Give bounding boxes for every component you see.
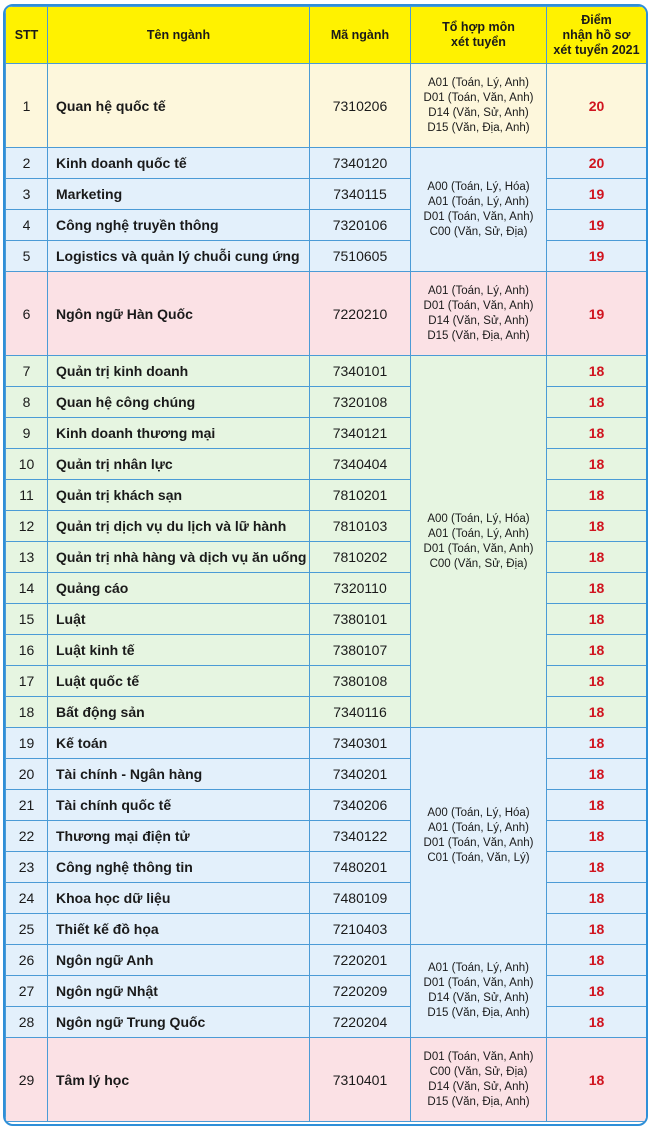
combination-line: A01 (Toán, Lý, Anh) xyxy=(427,195,529,208)
cell-major-code: 7220210 xyxy=(310,272,411,356)
cell-major-code: 7340206 xyxy=(310,790,411,821)
table-row xyxy=(6,759,647,790)
cell-major-name: Luật quốc tế xyxy=(48,666,310,697)
cell-stt: 4 xyxy=(6,210,48,241)
cell-subject-combination xyxy=(411,272,547,356)
cell-score: 18 xyxy=(547,697,647,728)
cell-major-code: 7810202 xyxy=(310,542,411,573)
header-score-line: xét tuyển 2021 xyxy=(553,42,640,57)
cell-major-name: Quảng cáo xyxy=(48,573,310,604)
cell-major-name: Công nghệ thông tin xyxy=(48,852,310,883)
cell-score: 18 xyxy=(547,914,647,945)
cell-major-code: 7340121 xyxy=(310,418,411,449)
header-name: Tên ngành xyxy=(48,7,310,64)
admission-table-frame xyxy=(3,4,648,1126)
header-score-line: nhận hồ sơ xyxy=(562,27,631,42)
combination-line: D15 (Văn, Địa, Anh) xyxy=(427,1007,530,1019)
cell-stt: 24 xyxy=(6,883,48,914)
cell-major-name: Thiết kế đồ họa xyxy=(48,914,310,945)
cell-score: 18 xyxy=(547,542,647,573)
cell-major-code: 7220201 xyxy=(310,945,411,976)
cell-stt: 19 xyxy=(6,728,48,759)
cell-subject-combination xyxy=(411,945,547,1038)
cell-score: 19 xyxy=(547,179,647,210)
cell-subject-combination xyxy=(411,356,547,728)
combination-line: A01 (Toán, Lý, Anh) xyxy=(427,284,529,297)
admission-table xyxy=(5,6,647,1122)
cell-score: 18 xyxy=(547,728,647,759)
combination-line: D14 (Văn, Sử, Anh) xyxy=(428,1080,529,1093)
cell-major-code: 7340101 xyxy=(310,356,411,387)
cell-stt: 17 xyxy=(6,666,48,697)
combination-line: A01 (Toán, Lý, Anh) xyxy=(427,527,529,540)
cell-major-code: 7320106 xyxy=(310,210,411,241)
combination-line: C00 (Văn, Sử, Địa) xyxy=(429,1065,528,1078)
cell-stt: 26 xyxy=(6,945,48,976)
table-row xyxy=(6,976,647,1007)
combination-line: D14 (Văn, Sử, Anh) xyxy=(428,314,529,327)
cell-major-code: 7220209 xyxy=(310,976,411,1007)
cell-score: 18 xyxy=(547,573,647,604)
cell-subject-combination xyxy=(411,1038,547,1122)
cell-score: 18 xyxy=(547,356,647,387)
cell-major-name: Quản trị khách sạn xyxy=(48,480,310,511)
combination-line: D01 (Toán, Văn, Anh) xyxy=(423,1050,534,1063)
cell-stt: 29 xyxy=(6,1038,48,1122)
combination-line: C00 (Văn, Sử, Địa) xyxy=(429,225,528,238)
cell-score: 18 xyxy=(547,666,647,697)
header-combo-line: Tổ hợp môn xyxy=(442,20,515,34)
table-row xyxy=(6,883,647,914)
header-score-line: Điểm xyxy=(581,12,612,27)
table-row xyxy=(6,790,647,821)
cell-major-name: Quản trị nhân lực xyxy=(48,449,310,480)
cell-score: 18 xyxy=(547,418,647,449)
table-row xyxy=(6,697,647,728)
cell-stt: 11 xyxy=(6,480,48,511)
cell-stt: 2 xyxy=(6,148,48,179)
cell-score: 19 xyxy=(547,210,647,241)
cell-major-code: 7320108 xyxy=(310,387,411,418)
header-row xyxy=(6,7,647,64)
cell-score: 20 xyxy=(547,64,647,148)
combination-line: D01 (Toán, Văn, Anh) xyxy=(423,837,534,849)
cell-score: 18 xyxy=(547,790,647,821)
table-row xyxy=(6,64,647,148)
table-row xyxy=(6,210,647,241)
cell-score: 19 xyxy=(547,272,647,356)
cell-major-name: Công nghệ truyền thông xyxy=(48,210,310,241)
cell-major-code: 7340122 xyxy=(310,821,411,852)
header-combo xyxy=(411,7,547,64)
table-row xyxy=(6,852,647,883)
cell-major-name: Kế toán xyxy=(48,728,310,759)
cell-stt: 12 xyxy=(6,511,48,542)
cell-stt: 25 xyxy=(6,914,48,945)
cell-subject-combination xyxy=(411,148,547,272)
header-code: Mã ngành xyxy=(310,7,411,64)
cell-score: 18 xyxy=(547,449,647,480)
cell-major-code: 7380108 xyxy=(310,666,411,697)
cell-major-name: Bất động sản xyxy=(48,697,310,728)
cell-score: 18 xyxy=(547,945,647,976)
table-row xyxy=(6,573,647,604)
combination-line: C00 (Văn, Sử, Địa) xyxy=(429,557,528,570)
cell-major-code: 7810103 xyxy=(310,511,411,542)
header-stt: STT xyxy=(6,7,48,64)
cell-major-code: 7320110 xyxy=(310,573,411,604)
cell-major-code: 7480201 xyxy=(310,852,411,883)
cell-stt: 1 xyxy=(6,64,48,148)
cell-major-name: Quản trị nhà hàng và dịch vụ ăn uống xyxy=(48,542,310,573)
cell-score: 18 xyxy=(547,821,647,852)
cell-major-code: 7340404 xyxy=(310,449,411,480)
cell-stt: 22 xyxy=(6,821,48,852)
combination-line: D01 (Toán, Văn, Anh) xyxy=(423,977,534,989)
table-row xyxy=(6,821,647,852)
cell-subject-combination xyxy=(411,64,547,148)
table-row xyxy=(6,1038,647,1122)
cell-score: 18 xyxy=(547,883,647,914)
table-row xyxy=(6,148,647,179)
combination-line: A00 (Toán, Lý, Hóa) xyxy=(427,512,530,525)
cell-major-name: Ngôn ngữ Nhật xyxy=(48,976,310,1007)
cell-major-name: Kinh doanh thương mại xyxy=(48,418,310,449)
cell-stt: 21 xyxy=(6,790,48,821)
cell-major-code: 7310401 xyxy=(310,1038,411,1122)
cell-score: 18 xyxy=(547,852,647,883)
table-row xyxy=(6,604,647,635)
cell-stt: 27 xyxy=(6,976,48,1007)
combination-line: D01 (Toán, Văn, Anh) xyxy=(423,299,534,312)
cell-major-name: Luật xyxy=(48,604,310,635)
cell-stt: 18 xyxy=(6,697,48,728)
cell-major-name: Ngôn ngữ Trung Quốc xyxy=(48,1007,310,1038)
table-row xyxy=(6,542,647,573)
cell-major-name: Kinh doanh quốc tế xyxy=(48,148,310,179)
combination-line: D01 (Toán, Văn, Anh) xyxy=(423,91,534,104)
combination-line: A00 (Toán, Lý, Hóa) xyxy=(427,807,530,819)
cell-subject-combination xyxy=(411,728,547,945)
table-row xyxy=(6,480,647,511)
cell-score: 19 xyxy=(547,241,647,272)
cell-score: 18 xyxy=(547,635,647,666)
cell-major-code: 7810201 xyxy=(310,480,411,511)
cell-major-name: Tâm lý học xyxy=(48,1038,310,1122)
combination-line: A01 (Toán, Lý, Anh) xyxy=(427,822,529,834)
cell-major-name: Quan hệ công chúng xyxy=(48,387,310,418)
cell-major-name: Ngôn ngữ Hàn Quốc xyxy=(48,272,310,356)
cell-score: 18 xyxy=(547,387,647,418)
cell-stt: 15 xyxy=(6,604,48,635)
table-row xyxy=(6,356,647,387)
header-combo-line: xét tuyển xyxy=(451,35,506,49)
cell-major-code: 7220204 xyxy=(310,1007,411,1038)
cell-major-name: Thương mại điện tử xyxy=(48,821,310,852)
cell-major-name: Logistics và quản lý chuỗi cung ứng xyxy=(48,241,310,272)
cell-stt: 14 xyxy=(6,573,48,604)
cell-stt: 16 xyxy=(6,635,48,666)
table-row xyxy=(6,945,647,976)
table-row xyxy=(6,179,647,210)
cell-score: 18 xyxy=(547,511,647,542)
cell-major-name: Khoa học dữ liệu xyxy=(48,883,310,914)
cell-score: 18 xyxy=(547,604,647,635)
table-row xyxy=(6,511,647,542)
cell-major-name: Tài chính - Ngân hàng xyxy=(48,759,310,790)
cell-major-code: 7340301 xyxy=(310,728,411,759)
header-score xyxy=(547,7,647,64)
table-row xyxy=(6,272,647,356)
cell-major-name: Ngôn ngữ Anh xyxy=(48,945,310,976)
cell-major-code: 7310206 xyxy=(310,64,411,148)
cell-major-name: Quan hệ quốc tế xyxy=(48,64,310,148)
cell-stt: 6 xyxy=(6,272,48,356)
table-row xyxy=(6,449,647,480)
cell-major-code: 7380101 xyxy=(310,604,411,635)
table-row xyxy=(6,728,647,759)
cell-score: 18 xyxy=(547,1007,647,1038)
combination-line: D01 (Toán, Văn, Anh) xyxy=(423,542,534,555)
cell-stt: 23 xyxy=(6,852,48,883)
cell-major-code: 7510605 xyxy=(310,241,411,272)
combination-line: D15 (Văn, Địa, Anh) xyxy=(427,329,530,342)
table-row xyxy=(6,241,647,272)
cell-stt: 10 xyxy=(6,449,48,480)
combination-line: D14 (Văn, Sử, Anh) xyxy=(428,992,529,1004)
combination-line: A01 (Toán, Lý, Anh) xyxy=(427,76,529,89)
table-row xyxy=(6,418,647,449)
cell-major-code: 7340201 xyxy=(310,759,411,790)
combination-line: D14 (Văn, Sử, Anh) xyxy=(428,106,529,119)
combination-line: A00 (Toán, Lý, Hóa) xyxy=(427,180,530,193)
combination-line: D15 (Văn, Địa, Anh) xyxy=(427,121,530,134)
cell-score: 18 xyxy=(547,759,647,790)
cell-stt: 28 xyxy=(6,1007,48,1038)
cell-major-code: 7340120 xyxy=(310,148,411,179)
cell-major-name: Quản trị kinh doanh xyxy=(48,356,310,387)
cell-score: 18 xyxy=(547,480,647,511)
cell-major-name: Luật kinh tế xyxy=(48,635,310,666)
table-row xyxy=(6,914,647,945)
combination-line: C01 (Toán, Văn, Lý) xyxy=(427,852,530,864)
cell-stt: 7 xyxy=(6,356,48,387)
table-row xyxy=(6,635,647,666)
cell-stt: 13 xyxy=(6,542,48,573)
table-row xyxy=(6,666,647,697)
cell-major-name: Tài chính quốc tế xyxy=(48,790,310,821)
cell-major-name: Quản trị dịch vụ du lịch và lữ hành xyxy=(48,511,310,542)
cell-major-code: 7210403 xyxy=(310,914,411,945)
cell-stt: 3 xyxy=(6,179,48,210)
table-row xyxy=(6,1007,647,1038)
cell-stt: 9 xyxy=(6,418,48,449)
combination-line: D01 (Toán, Văn, Anh) xyxy=(423,210,534,223)
table-row xyxy=(6,387,647,418)
cell-score: 20 xyxy=(547,148,647,179)
cell-stt: 8 xyxy=(6,387,48,418)
combination-line: D15 (Văn, Địa, Anh) xyxy=(427,1095,530,1108)
cell-major-code: 7340115 xyxy=(310,179,411,210)
cell-score: 18 xyxy=(547,1038,647,1122)
combination-line: A01 (Toán, Lý, Anh) xyxy=(427,962,529,974)
cell-stt: 5 xyxy=(6,241,48,272)
cell-major-code: 7340116 xyxy=(310,697,411,728)
cell-major-code: 7480109 xyxy=(310,883,411,914)
cell-stt: 20 xyxy=(6,759,48,790)
cell-score: 18 xyxy=(547,976,647,1007)
cell-major-code: 7380107 xyxy=(310,635,411,666)
cell-major-name: Marketing xyxy=(48,179,310,210)
